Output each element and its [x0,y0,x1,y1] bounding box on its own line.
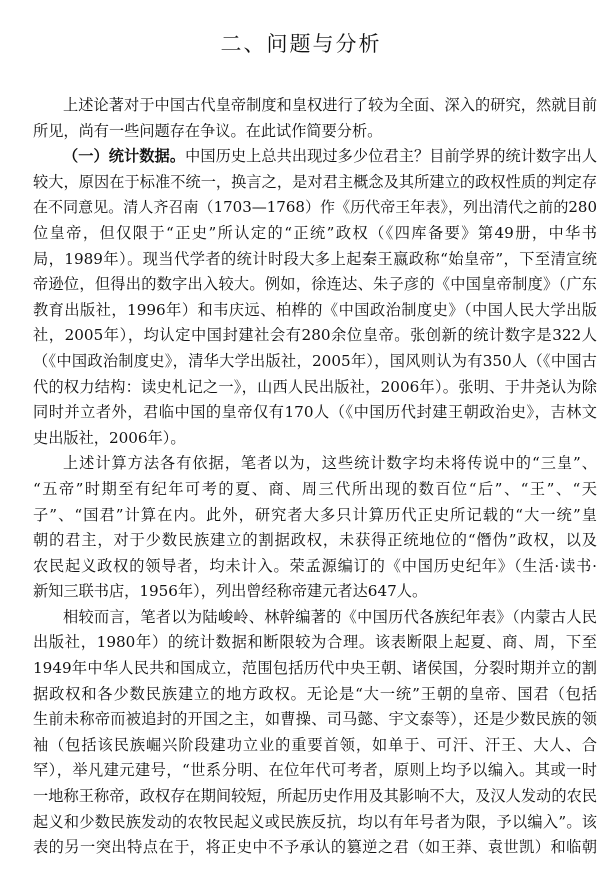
text-line: 一地称王称帝，政权存在期间较短，所起历史作用及其影响不大，及汉人发动的农民 [33,787,597,806]
text-line: 朝的君主，对于少数民族建立的割据政权，未获得正统地位的“僭伪”政权，以及 [33,531,597,550]
body-text [33,93,597,861]
text-line: 生前未称帝而被追封的开国之主，如曹操、司马懿、宇文泰等），还是少数民族的领 [33,710,597,729]
text-line: 同时并立者外，君临中国的皇帝仅有170人（《中国历代封建王朝政治史》，吉林文 [33,403,597,422]
text-line: 上述计算方法各有依据，笔者以为，这些统计数字均未将传说中的“三皇”、 [63,454,597,473]
text-span: 中国历史上总共出现过多少位君主？目前学界的统计数字出人 [185,147,597,166]
text-line: 在不同意见。清人齐召南（1703—1768）作《历代帝王年表》，列出清代之前的280 [33,198,597,217]
text-line [33,144,597,170]
text-line: 1949年中华人民共和国成立，范围包括历代中央王朝、诸侯国，分裂时期并立的割 [33,659,597,678]
text-line: 罕），举凡建元建号，“世系分明、在位年代可考者，原则上均予以编入。其或一时 [33,761,597,780]
text-line: 据政权和各少数民族建立的地方政权。无论是“大一统”王朝的皇帝、国君（包括 [33,684,597,703]
text-line: 位皇帝，但仅限于“正史”所认定的“正统”政权（《四库备要》第49册，中华书 [33,223,597,242]
text-line: 上述论著对于中国古代皇帝制度和皇权进行了较为全面、深入的研究，然就目前 [63,96,597,114]
text-line: 新知三联书店，1956年），列出曾经称帝建元者达647人。 [33,582,428,601]
text-line: 教育出版社，1996年）和韦庆远、柏桦的《中国政治制度史》（中国人民大学出版 [33,300,597,319]
text-line: 所见，尚有一些问题存在争议。在此试作简要分析。 [33,121,383,140]
text-line: 子”、“国君”计算在内。此外，研究者大多只计算历代正史所记载的“大一统”皇 [33,505,597,524]
text-line: 农民起义政权的领导者，均未计入。荣孟源编订的《中国历史纪年》（生活·读书· [33,556,597,575]
text-line: 相较而言，笔者以为陆峻岭、林幹编著的《中国历代各族纪年表》（内蒙古人民 [63,607,597,626]
text-line: 袖（包括该民族崛兴阶段建功立业的重要首领，如单于、可汗、汗王、大人、合 [33,735,597,754]
text-line: 局，1989年）。现当代学者的统计时段大多上起秦王嬴政称“始皇帝”，下至清宣统 [33,249,597,268]
subheading-statistics: （一）统计数据。 [63,147,186,166]
text-line: 表的另一突出特点在于，将正史中不予承认的篡逆之君（如王莽、袁世凯）和临朝 [33,838,597,857]
text-line: 帝逊位，但得出的数字出入较大。例如，徐连达、朱子彦的《中国皇帝制度》（广东 [33,275,597,294]
text-line: “五帝”时期至有纪年可考的夏、商、周三代所出现的数百位“后”、“王”、“天 [33,479,597,498]
section-heading: 二、问题与分析 [220,32,382,56]
text-line: （《中国政治制度史》，清华大学出版社，2005年），国风则认为有350人（《中国古 [33,351,597,370]
text-line: 代的权力结构：读史札记之一》，山西人民出版社，2006年）。张明、于井尧认为除 [33,377,597,396]
text-line: 社，2005年），均认定中国封建社会有280余位皇帝。张创新的统计数字是322人 [33,326,597,345]
text-line: 较大，原因在于标准不统一，换言之，是对君主概念及其所建立的政权性质的判定存 [33,172,597,191]
text-line: 出版社，1980年）的统计数据和断限较为合理。该表断限上起夏、商、周，下至 [33,633,597,652]
text-line: 起义和少数民族发动的农牧民起义或民族反抗，均以有年号者为限，予以编入”。该 [33,812,597,831]
text-line: 史出版社，2006年）。 [33,428,186,447]
